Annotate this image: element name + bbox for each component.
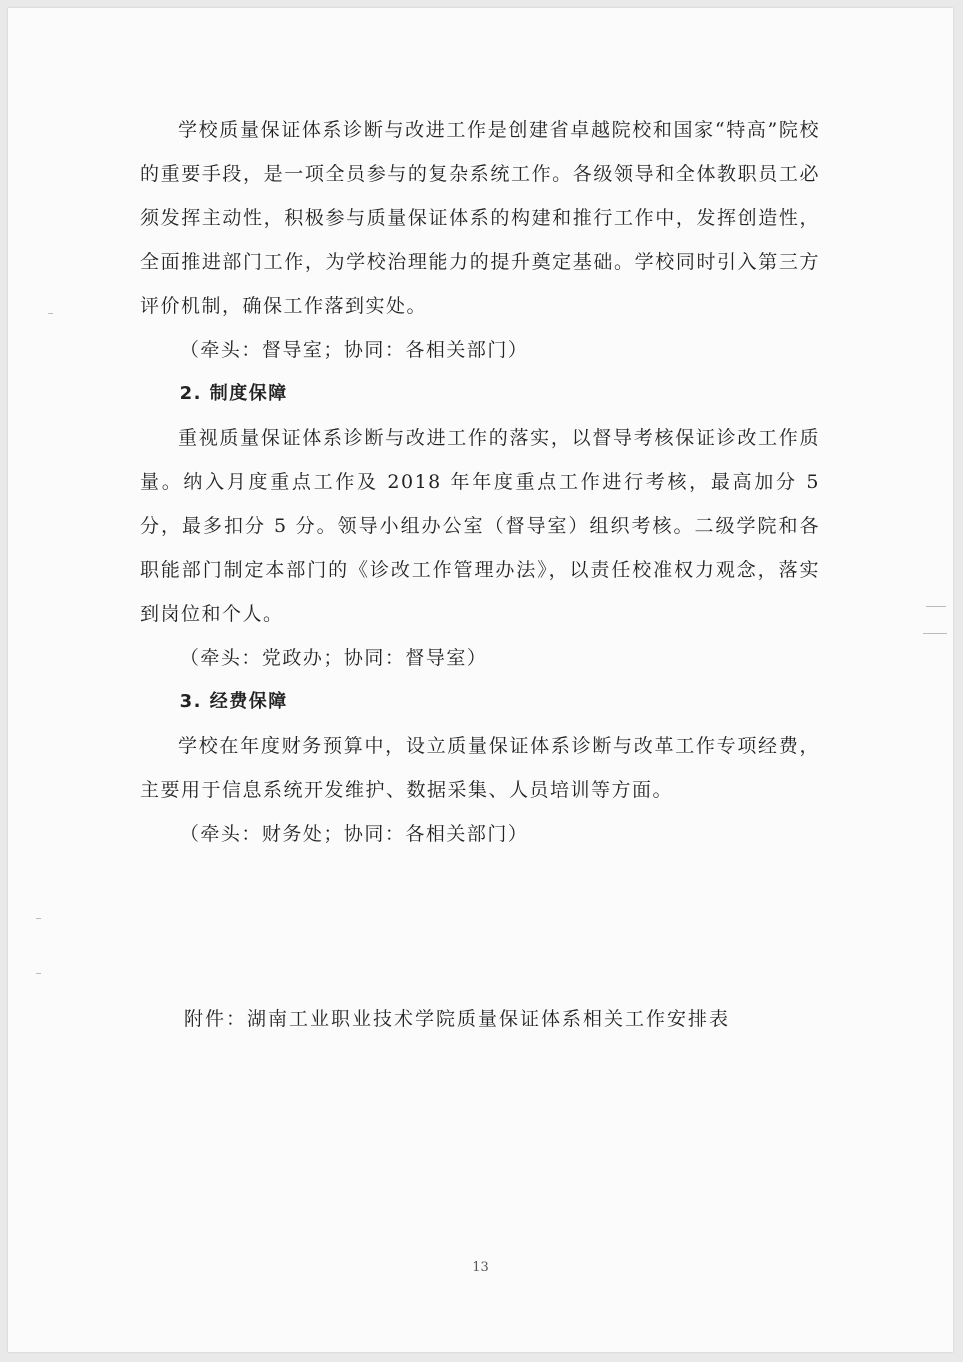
paragraph-funding-guarantee: 学校在年度财务预算中，设立质量保证体系诊断与改革工作专项经费，主要用于信息系统开发维护、数据采集、人员培训等方面。 — [140, 735, 820, 801]
scan-speck — [48, 313, 53, 314]
page-number: 13 — [472, 1260, 489, 1275]
scan-speck — [36, 918, 41, 919]
scan-speck — [923, 633, 947, 634]
paragraph-institutional-guarantee: 重视质量保证体系诊断与改进工作的落实，以督导考核保证诊改工作质量。纳入月度重点工作及 2018 年年度重点工作进行考核，最高加分 5 分，最多扣分 5 分。领导小组办公室（督导室）组织考核。二级学院和各职能部门制定本部门的《诊改工作管理办法》，以责任校准权力观念，落实到岗位和个人。 — [140, 427, 820, 625]
responsibility-note-2: （牵头：党政办；协同：督导室） — [179, 647, 488, 669]
paragraph-quality-assurance: 学校质量保证体系诊断与改进工作是创建省卓越院校和国家“特高”院校的重要手段，是一项全员参与的复杂系统工作。各级领导和全体教职员工必须发挥主动性，积极参与质量保证体系的构建和推行工作中，发挥创造性，全面推进部门工作，为学校治理能力的提升奠定基础。学校同时引入第三方评价机制，确保工作落到实处。 — [140, 119, 820, 317]
scan-speck — [926, 606, 946, 607]
section-heading-institutional-guarantee: 2. 制度保障 — [179, 383, 288, 404]
attachment-line: 附件：湖南工业职业技术学院质量保证体系相关工作安排表 — [184, 1008, 731, 1030]
document-page — [8, 8, 953, 1352]
body-text — [140, 108, 820, 856]
section-heading-funding-guarantee: 3. 经费保障 — [179, 691, 288, 712]
scan-speck — [36, 973, 41, 974]
responsibility-note-1: （牵头：督导室；协同：各相关部门） — [179, 339, 529, 361]
responsibility-note-3: （牵头：财务处；协同：各相关部门） — [179, 823, 529, 845]
